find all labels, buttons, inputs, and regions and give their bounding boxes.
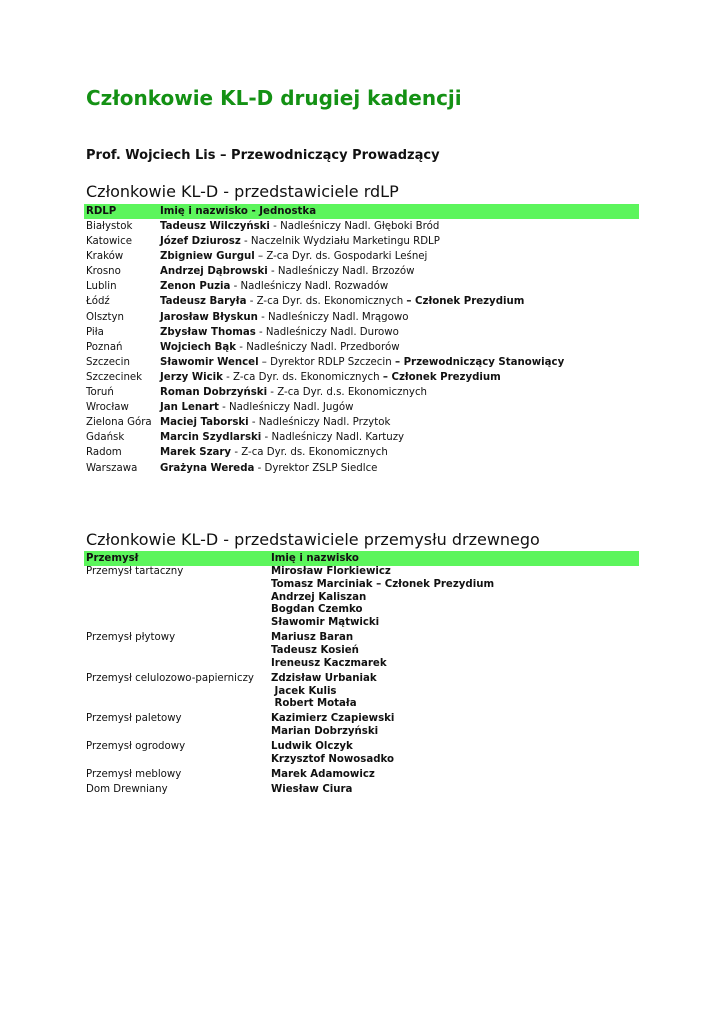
person-name: Krzysztof Nowosadko bbox=[271, 753, 394, 765]
industry-cell: Przemysł paletowy bbox=[86, 713, 182, 725]
member-role: - Z-ca Dyr. ds. Ekonomicznych bbox=[246, 296, 407, 308]
table-row bbox=[84, 385, 639, 400]
table-row bbox=[84, 310, 639, 325]
rdlp-cell: Katowice bbox=[86, 236, 133, 248]
industry-cell: Dom Drewniany bbox=[86, 783, 168, 795]
member-cell bbox=[158, 415, 639, 430]
table-row bbox=[84, 264, 639, 279]
table-row bbox=[84, 279, 639, 294]
table-row bbox=[84, 430, 639, 445]
member-name: Jerzy Wicik bbox=[160, 371, 223, 383]
member-name: Józef Dziurosz bbox=[160, 236, 241, 248]
person-name: Mirosław Florkiewicz bbox=[271, 566, 391, 577]
table-row bbox=[84, 769, 639, 784]
people-cell bbox=[269, 566, 639, 632]
rdlp-cell: Szczecin bbox=[86, 356, 130, 368]
member-function: – Członek Prezydium bbox=[382, 371, 501, 383]
member-cell bbox=[158, 325, 639, 340]
member-role: - Nadleśniczy Nadl. Przytok bbox=[248, 417, 391, 429]
industry-cell: Przemysł meblowy bbox=[86, 768, 182, 780]
page-title: Członkowie KL-D drugiej kadencji bbox=[86, 86, 462, 110]
table-row bbox=[84, 355, 639, 370]
member-name: Grażyna Wereda bbox=[160, 462, 255, 474]
rdlp-cell: Warszawa bbox=[86, 462, 138, 474]
people-cell bbox=[269, 784, 639, 799]
member-cell bbox=[158, 219, 639, 234]
member-cell bbox=[158, 264, 639, 279]
column-header-name: Imię i nazwisko bbox=[269, 551, 639, 566]
rdlp-cell: Kraków bbox=[86, 251, 124, 263]
rdlp-members-table bbox=[84, 204, 639, 476]
table-row bbox=[84, 400, 639, 415]
member-role: - Nadleśniczy Nadl. Kartuzy bbox=[261, 432, 405, 444]
member-role: - Nadleśniczy Nadl. Rozwadów bbox=[230, 281, 389, 293]
column-header-industry: Przemysł bbox=[84, 551, 269, 566]
member-name: Marcin Szydlarski bbox=[160, 432, 262, 444]
table-row bbox=[84, 370, 639, 385]
industry-cell: Przemysł ogrodowy bbox=[86, 741, 186, 753]
member-role: - Naczelnik Wydziału Marketingu RDLP bbox=[240, 236, 440, 248]
person-name: Tomasz Marciniak – Członek Prezydium bbox=[271, 578, 495, 590]
member-role: - Z-ca Dyr. d.s. Ekonomicznych bbox=[267, 387, 428, 399]
person-name: Wiesław Ciura bbox=[271, 783, 353, 795]
member-name: Zbigniew Gurgul bbox=[160, 251, 255, 263]
member-name: Sławomir Wencel bbox=[160, 356, 259, 368]
person-name: Marek Adamowicz bbox=[271, 768, 375, 780]
member-name: Zenon Puzia bbox=[160, 281, 231, 293]
member-role: - Nadleśniczy Nadl. Mrągowo bbox=[257, 311, 409, 323]
table-row bbox=[84, 566, 639, 632]
member-name: Maciej Taborski bbox=[160, 417, 249, 429]
member-name: Jan Lenart bbox=[160, 402, 219, 414]
member-role: - Nadleśniczy Nadl. Głęboki Bród bbox=[269, 221, 440, 232]
member-name: Tadeusz Wilczyński bbox=[160, 221, 270, 232]
rdlp-cell: Białystok bbox=[86, 221, 133, 232]
person-name: Zdzisław Urbaniak bbox=[271, 672, 377, 684]
industry-cell: Przemysł płytowy bbox=[86, 632, 176, 644]
section-heading-industry: Członkowie KL-D - przedstawiciele przemysłu drzewnego bbox=[86, 530, 540, 549]
member-name: Tadeusz Baryła bbox=[160, 296, 247, 308]
member-cell bbox=[158, 461, 639, 476]
member-name: Andrzej Dąbrowski bbox=[160, 266, 268, 278]
rdlp-cell: Zielona Góra bbox=[86, 417, 152, 429]
table-row bbox=[84, 673, 639, 714]
section-heading-rdlp: Członkowie KL-D - przedstawiciele rdLP bbox=[86, 182, 399, 201]
person-name: Tadeusz Kosień bbox=[271, 644, 359, 656]
person-name: Kazimierz Czapiewski bbox=[271, 713, 395, 725]
member-cell bbox=[158, 340, 639, 355]
member-cell bbox=[158, 430, 639, 445]
table-row bbox=[84, 445, 639, 460]
member-cell bbox=[158, 355, 639, 370]
table-row bbox=[84, 461, 639, 476]
rdlp-cell: Toruń bbox=[86, 387, 114, 399]
member-cell bbox=[158, 310, 639, 325]
person-name: Marian Dobrzyński bbox=[271, 726, 379, 738]
industry-members-table bbox=[84, 551, 639, 799]
person-name: Ludwik Olczyk bbox=[271, 741, 353, 753]
member-cell bbox=[158, 279, 639, 294]
industry-table-body bbox=[84, 566, 639, 799]
member-cell bbox=[158, 385, 639, 400]
person-name: Ireneusz Kaczmarek bbox=[271, 657, 387, 669]
member-role: - Dyrektor ZSLP Siedlce bbox=[254, 462, 378, 474]
table-row bbox=[84, 325, 639, 340]
rdlp-cell: Szczecinek bbox=[86, 371, 143, 383]
person-name: Mariusz Baran bbox=[271, 632, 354, 644]
rdlp-table-body bbox=[84, 219, 639, 476]
member-role: - Nadleśniczy Nadl. Jugów bbox=[218, 402, 354, 414]
member-role: - Z-ca Dyr. ds. Ekonomicznych bbox=[231, 447, 388, 459]
member-cell bbox=[158, 370, 639, 385]
table-row bbox=[84, 249, 639, 264]
industry-cell: Przemysł tartaczny bbox=[86, 566, 184, 577]
person-name: Jacek Kulis bbox=[271, 685, 337, 697]
table-row bbox=[84, 632, 639, 673]
rdlp-cell: Poznań bbox=[86, 341, 123, 353]
table-row bbox=[84, 415, 639, 430]
table-row bbox=[84, 219, 639, 234]
member-cell bbox=[158, 294, 639, 309]
table-header-row bbox=[84, 551, 639, 566]
member-role: - Nadleśniczy Nadl. Brzozów bbox=[267, 266, 415, 278]
table-header-row bbox=[84, 204, 639, 219]
member-name: Jarosław Błyskun bbox=[160, 311, 258, 323]
people-cell bbox=[269, 632, 639, 673]
member-cell bbox=[158, 249, 639, 264]
column-header-name-unit: Imię i nazwisko - Jednostka bbox=[158, 204, 639, 219]
member-cell bbox=[158, 400, 639, 415]
rdlp-cell: Piła bbox=[86, 326, 104, 338]
people-cell bbox=[269, 673, 639, 714]
rdlp-cell: Olsztyn bbox=[86, 311, 124, 323]
person-name: Robert Motała bbox=[271, 698, 357, 710]
table-row bbox=[84, 784, 639, 799]
member-name: Zbysław Thomas bbox=[160, 326, 256, 338]
member-name: Roman Dobrzyński bbox=[160, 387, 268, 399]
table-row bbox=[84, 234, 639, 249]
member-cell bbox=[158, 234, 639, 249]
people-cell bbox=[269, 769, 639, 784]
member-function: – Członek Prezydium bbox=[406, 296, 525, 308]
member-role: – Dyrektor RDLP Szczecin bbox=[258, 356, 395, 368]
rdlp-cell: Radom bbox=[86, 447, 122, 459]
table-row bbox=[84, 713, 639, 741]
rdlp-cell: Gdańsk bbox=[86, 432, 125, 444]
rdlp-cell: Lublin bbox=[86, 281, 117, 293]
member-function: – Przewodniczący Stanowiący bbox=[394, 356, 565, 368]
table-row bbox=[84, 340, 639, 355]
table-row bbox=[84, 741, 639, 769]
member-role: - Nadleśniczy Nadl. Durowo bbox=[255, 326, 399, 338]
member-role: - Nadleśniczy Nadl. Przedborów bbox=[236, 341, 400, 353]
people-cell bbox=[269, 741, 639, 769]
person-name: Andrzej Kaliszan bbox=[271, 591, 367, 603]
rdlp-cell: Krosno bbox=[86, 266, 121, 278]
column-header-rdlp: RDLP bbox=[84, 204, 158, 219]
industry-cell: Przemysł celulozowo-papierniczy bbox=[86, 672, 254, 684]
table-row bbox=[84, 294, 639, 309]
rdlp-cell: Wrocław bbox=[86, 402, 129, 414]
member-name: Marek Szary bbox=[160, 447, 232, 459]
person-name: Bogdan Czemko bbox=[271, 604, 363, 616]
rdlp-cell: Łódź bbox=[86, 296, 110, 308]
people-cell bbox=[269, 713, 639, 741]
member-role: – Z-ca Dyr. ds. Gospodarki Leśnej bbox=[254, 251, 428, 263]
person-name: Sławomir Mątwicki bbox=[271, 617, 380, 629]
member-role: - Z-ca Dyr. ds. Ekonomicznych bbox=[222, 371, 383, 383]
member-name: Wojciech Bąk bbox=[160, 341, 237, 353]
chairman-line: Prof. Wojciech Lis – Przewodniczący Prowadzący bbox=[86, 148, 440, 163]
member-cell bbox=[158, 445, 639, 460]
